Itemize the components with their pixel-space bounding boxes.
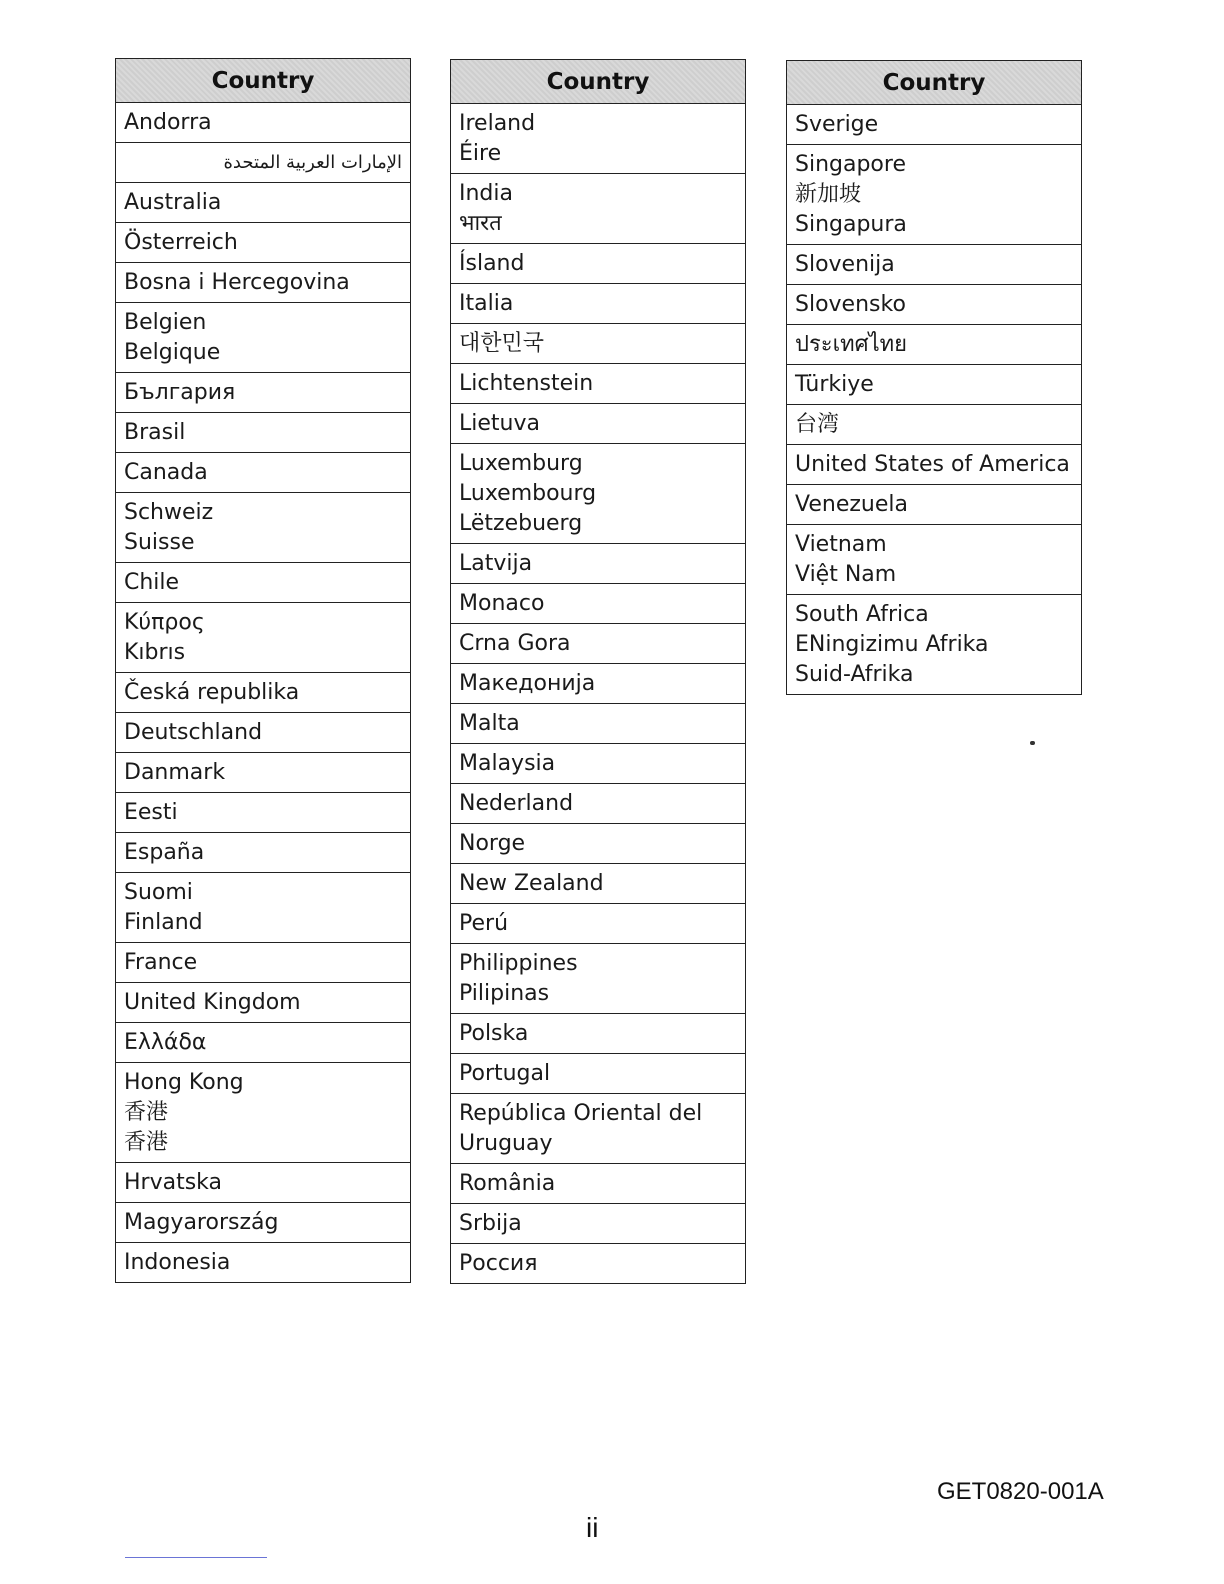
country-row <box>787 105 1081 145</box>
country-row <box>787 405 1081 445</box>
country-name: Suomi <box>124 880 193 905</box>
country-name: ประเทศไทย <box>795 332 908 357</box>
country-name: 台湾 <box>795 412 840 437</box>
country-row <box>116 753 410 793</box>
country-name: الإمارات العربية المتحدة <box>223 152 402 173</box>
country-row <box>451 904 745 944</box>
country-row <box>451 1054 745 1094</box>
country-name: Belgique <box>124 340 221 365</box>
country-row <box>787 145 1081 245</box>
country-row <box>451 324 745 364</box>
document-code: GET0820-001A <box>937 1478 1104 1505</box>
country-name: Slovensko <box>795 292 906 317</box>
country-row <box>451 104 745 174</box>
country-name: España <box>124 840 205 865</box>
country-row <box>116 303 410 373</box>
country-name: Lichtenstein <box>459 371 594 396</box>
country-name: Hrvatska <box>124 1170 223 1195</box>
country-row <box>451 544 745 584</box>
country-name: Singapura <box>795 212 907 237</box>
country-row <box>451 404 745 444</box>
country-row <box>116 1063 410 1163</box>
country-row <box>451 1094 745 1164</box>
country-row <box>116 143 410 183</box>
country-row <box>451 1014 745 1054</box>
country-row <box>116 1163 410 1203</box>
country-row <box>116 603 410 673</box>
bottom-rule <box>125 1557 267 1558</box>
country-name: România <box>459 1171 556 1196</box>
country-row <box>116 673 410 713</box>
country-name: Lietuva <box>459 411 540 436</box>
country-name: Italia <box>459 291 514 316</box>
country-name: 新加坡 <box>795 182 862 207</box>
country-name: Danmark <box>124 760 226 785</box>
country-name: United Kingdom <box>124 990 301 1015</box>
country-name: Finland <box>124 910 203 935</box>
country-name: Srbija <box>459 1211 522 1236</box>
country-row <box>116 103 410 143</box>
country-table-3 <box>786 60 1082 695</box>
country-name: Türkiye <box>795 372 874 397</box>
country-name: Andorra <box>124 110 212 135</box>
country-row <box>116 943 410 983</box>
scan-speck <box>1030 741 1035 745</box>
country-name: República Oriental del <box>459 1101 703 1126</box>
country-name: Nederland <box>459 791 574 816</box>
country-name: Deutschland <box>124 720 263 745</box>
country-name: Crna Gora <box>459 631 571 656</box>
country-name: Monaco <box>459 591 545 616</box>
country-name: United States of America <box>795 452 1070 477</box>
country-name: Κύπρος <box>124 610 205 635</box>
country-name: Suisse <box>124 530 195 555</box>
country-row <box>116 873 410 943</box>
country-name: Lëtzebuerg <box>459 511 583 536</box>
country-name: Hong Kong <box>124 1070 244 1095</box>
country-name: Việt Nam <box>795 562 897 587</box>
country-row <box>116 1243 410 1282</box>
country-row <box>451 584 745 624</box>
country-name: Polska <box>459 1021 529 1046</box>
country-name: Schweiz <box>124 500 214 525</box>
country-name: Sverige <box>795 112 879 137</box>
country-name: Österreich <box>124 230 238 255</box>
country-table-1 <box>115 58 411 1283</box>
country-row <box>451 244 745 284</box>
country-name: Slovenija <box>795 252 895 277</box>
country-name: Canada <box>124 460 208 485</box>
country-row <box>116 493 410 563</box>
country-name: India <box>459 181 513 206</box>
country-row <box>787 325 1081 365</box>
country-row <box>451 364 745 404</box>
country-row <box>787 525 1081 595</box>
country-row <box>451 744 745 784</box>
column-header: Country <box>451 60 745 104</box>
country-name: Norge <box>459 831 526 856</box>
country-name: Venezuela <box>795 492 908 517</box>
country-name: 香港 <box>124 1130 169 1155</box>
country-row <box>116 713 410 753</box>
country-row <box>451 824 745 864</box>
country-name: Suid-Afrika <box>795 662 914 687</box>
country-name: Uruguay <box>459 1131 553 1156</box>
country-row <box>451 284 745 324</box>
country-name: New Zealand <box>459 871 604 896</box>
country-name: Vietnam <box>795 532 887 557</box>
country-name: भारत <box>459 211 502 236</box>
country-name: Ελλάδα <box>124 1030 207 1055</box>
country-row <box>116 563 410 603</box>
country-row <box>787 245 1081 285</box>
country-name: 香港 <box>124 1100 169 1125</box>
country-name: Belgien <box>124 310 207 335</box>
country-name: България <box>124 380 236 405</box>
country-name: Malta <box>459 711 520 736</box>
country-row <box>451 1204 745 1244</box>
country-name: Latvija <box>459 551 533 576</box>
country-row <box>451 1164 745 1204</box>
country-name: Pilipinas <box>459 981 550 1006</box>
country-row <box>787 595 1081 694</box>
country-name: Philippines <box>459 951 578 976</box>
country-name: Македонија <box>459 671 596 696</box>
country-name: Česká republika <box>124 680 300 705</box>
country-name: Singapore <box>795 152 906 177</box>
country-row <box>451 624 745 664</box>
country-row <box>787 485 1081 525</box>
country-row <box>116 1023 410 1063</box>
country-name: Malaysia <box>459 751 556 776</box>
country-row <box>116 263 410 303</box>
country-row <box>451 174 745 244</box>
country-name: Magyarország <box>124 1210 279 1235</box>
column-header: Country <box>787 61 1081 105</box>
country-row <box>451 1244 745 1283</box>
country-row <box>787 445 1081 485</box>
country-name: Kıbrıs <box>124 640 186 665</box>
country-row <box>116 373 410 413</box>
country-name: Chile <box>124 570 180 595</box>
country-row <box>451 864 745 904</box>
country-name: Éire <box>459 141 502 166</box>
country-row <box>116 223 410 263</box>
country-row <box>116 1203 410 1243</box>
country-name: Luxemburg <box>459 451 583 476</box>
country-row <box>787 365 1081 405</box>
country-row <box>116 983 410 1023</box>
country-row <box>116 833 410 873</box>
country-name: Eesti <box>124 800 178 825</box>
country-name: Luxembourg <box>459 481 597 506</box>
country-name: Россия <box>459 1251 538 1276</box>
page-number: ii <box>586 1512 599 1543</box>
country-name: Australia <box>124 190 222 215</box>
country-row <box>116 413 410 453</box>
country-row <box>451 704 745 744</box>
country-name: Portugal <box>459 1061 551 1086</box>
country-row <box>451 784 745 824</box>
country-name: 대한민국 <box>459 331 545 356</box>
country-table-2 <box>450 59 746 1284</box>
country-name: Indonesia <box>124 1250 231 1275</box>
country-name: South Africa <box>795 602 929 627</box>
country-row <box>451 944 745 1014</box>
country-row <box>787 285 1081 325</box>
country-name: France <box>124 950 198 975</box>
country-name: Ireland <box>459 111 536 136</box>
column-header: Country <box>116 59 410 103</box>
country-name: Bosna i Hercegovina <box>124 270 350 295</box>
country-row <box>116 453 410 493</box>
country-name: ENingizimu Afrika <box>795 632 989 657</box>
country-row <box>451 444 745 544</box>
country-row <box>116 183 410 223</box>
country-row <box>451 664 745 704</box>
country-name: Perú <box>459 911 509 936</box>
country-name: Ísland <box>459 251 525 276</box>
country-name: Brasil <box>124 420 186 445</box>
country-row <box>116 793 410 833</box>
